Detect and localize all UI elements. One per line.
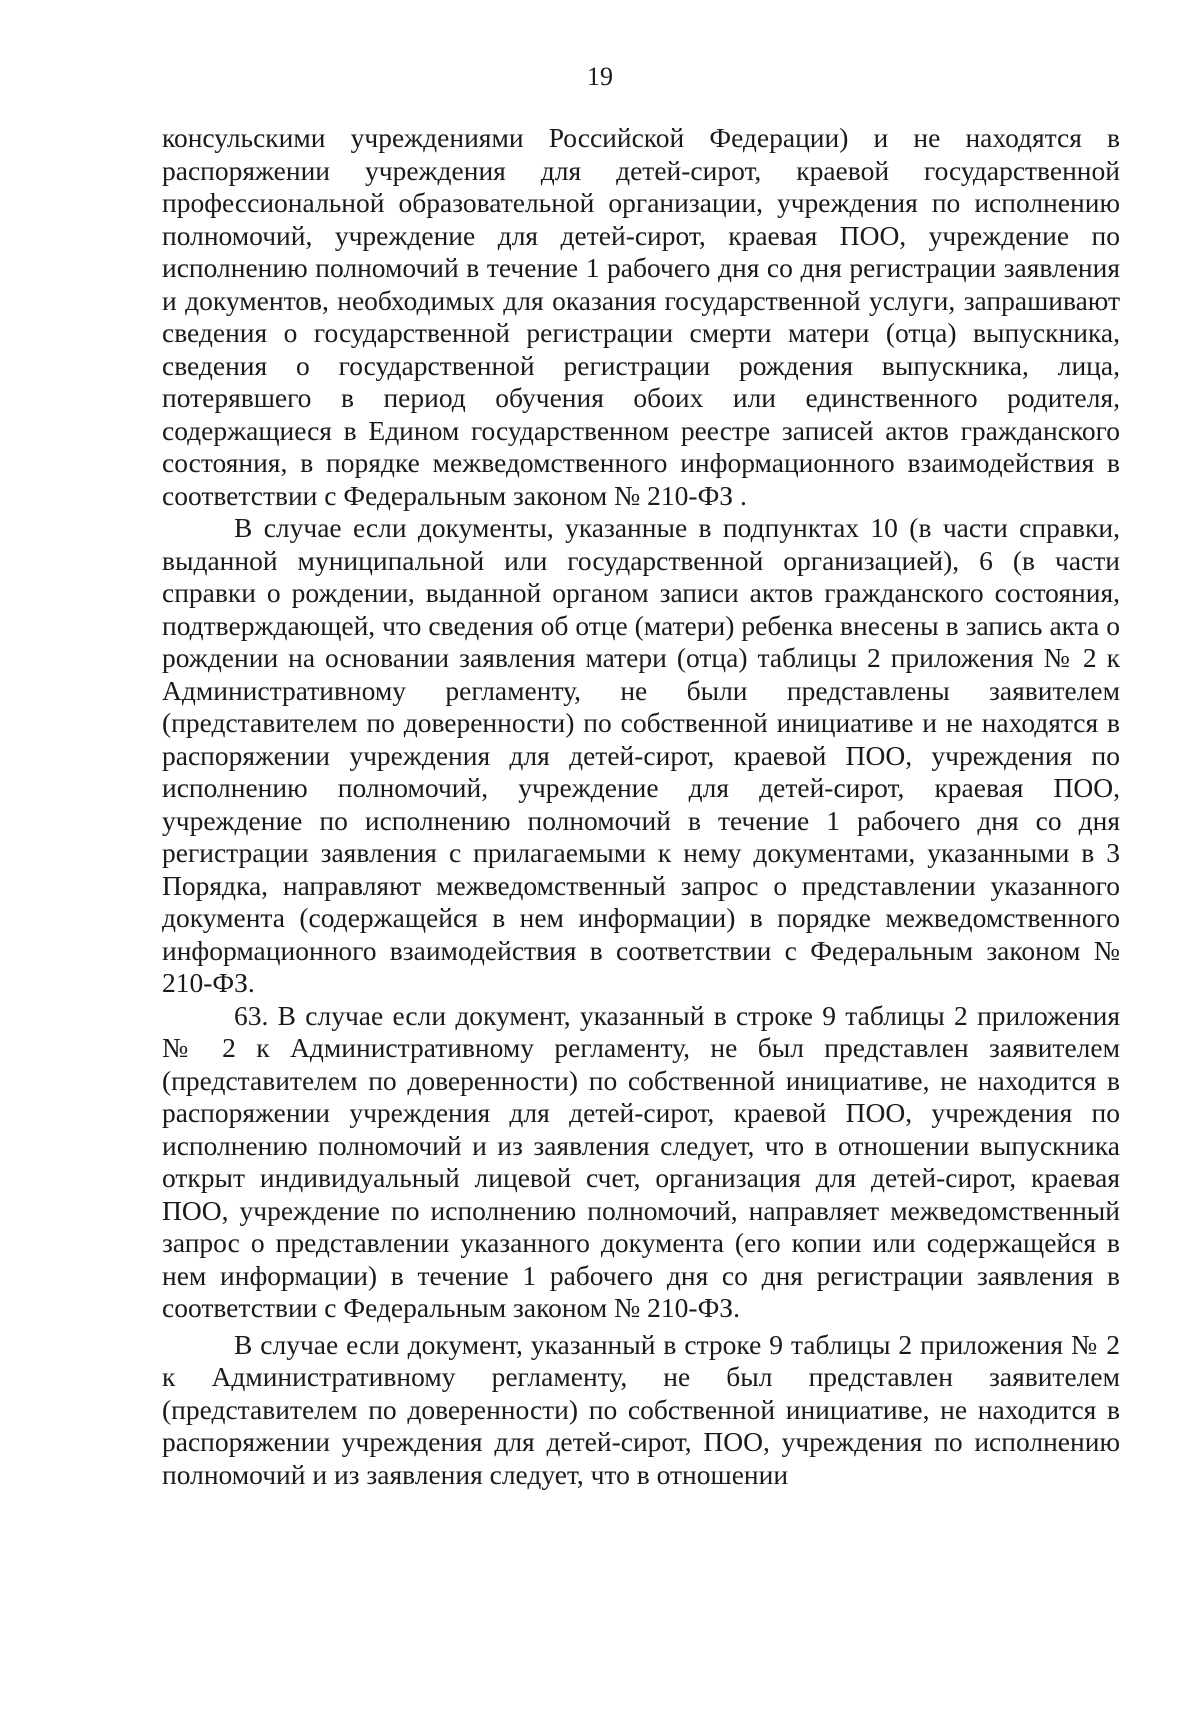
page-number: 19 <box>587 62 613 91</box>
paragraph-consular-requests: консульскими учреждениями Российской Федерации) и не находятся в распоряжении учреждения для детей-сирот, краевой государственной профессиональной образовательной организации, учреждения по исполнению полномочий, учреждение для детей-сирот, краевая ПОО, учреждение по исполнению полномочий в течение 1 рабочего дня со дня регистрации заявления и документов, необходимых для оказания государственной услуги, запрашивают сведения о государственной регистрации смерти матери (отца) выпускника, сведения о государственной регистрации рождения выпускника, лица, потерявшего в период обучения обоих или единственного родителя, содержащиеся в Едином государственном реестре записей актов гражданского состояния, в порядке межведомственного информационного взаимодействия в соответствии с Федеральным законом № 210-ФЗ . <box>162 122 1120 511</box>
paragraph-clause-63: 63. В случае если документ, указанный в строке 9 таблицы 2 приложения № 2 к Административному регламенту, не был представлен заявителем (представителем по доверенности) по собственной инициативе, не находится в распоряжении учреждения для детей-сирот, краевой ПОО, учреждения по исполнению полномочий и из заявления следует, что в отношении выпускника открыт индивидуальный лицевой счет, организация для детей-сирот, краевая ПОО, учреждение по исполнению полномочий, направляет межведомственный запрос о представлении указанного документа (его копии или содержащейся в нем информации) в течение 1 рабочего дня со дня регистрации заявления в соответствии с Федеральным законом № 210-ФЗ. <box>162 999 1120 1323</box>
paragraph-interagency-request-documents: В случае если документы, указанные в подпунктах 10 (в части справки, выданной муниципальной или государственной организацией), 6 (в части справки о рождении, выданной органом записи актов гражданского состояния, подтверждающей, что сведения об отце (матери) ребенка внесены в запись акта о рождении на основании заявления матери (отца) таблицы 2 приложения № 2 к Административному регламенту, не были представлены заявителем (представителем по доверенности) по собственной инициативе и не находятся в распоряжении учреждения для детей-сирот, краевой ПОО, учреждения по исполнению полномочий, учреждение для детей-сирот, краевая ПОО, учреждение по исполнению полномочий в течение 1 рабочего дня со дня регистрации заявления с прилагаемыми к нему документами, указанными в 3 Порядка, направляют межведомственный запрос о представлении указанного документа (содержащейся в нем информации) в порядке межведомственного информационного взаимодействия в соответствии с Федеральным законом № 210-ФЗ. <box>162 512 1120 998</box>
paragraph-personal-account: В случае если документ, указанный в строке 9 таблицы 2 приложения № 2 к Административному регламенту, не был представлен заявителем (представителем по доверенности) по собственной инициативе, не находится в распоряжении учреждения для детей-сирот, ПОО, учреждения по исполнению полномочий и из заявления следует, что в отношении <box>162 1328 1120 1490</box>
document-body <box>162 122 1120 1491</box>
